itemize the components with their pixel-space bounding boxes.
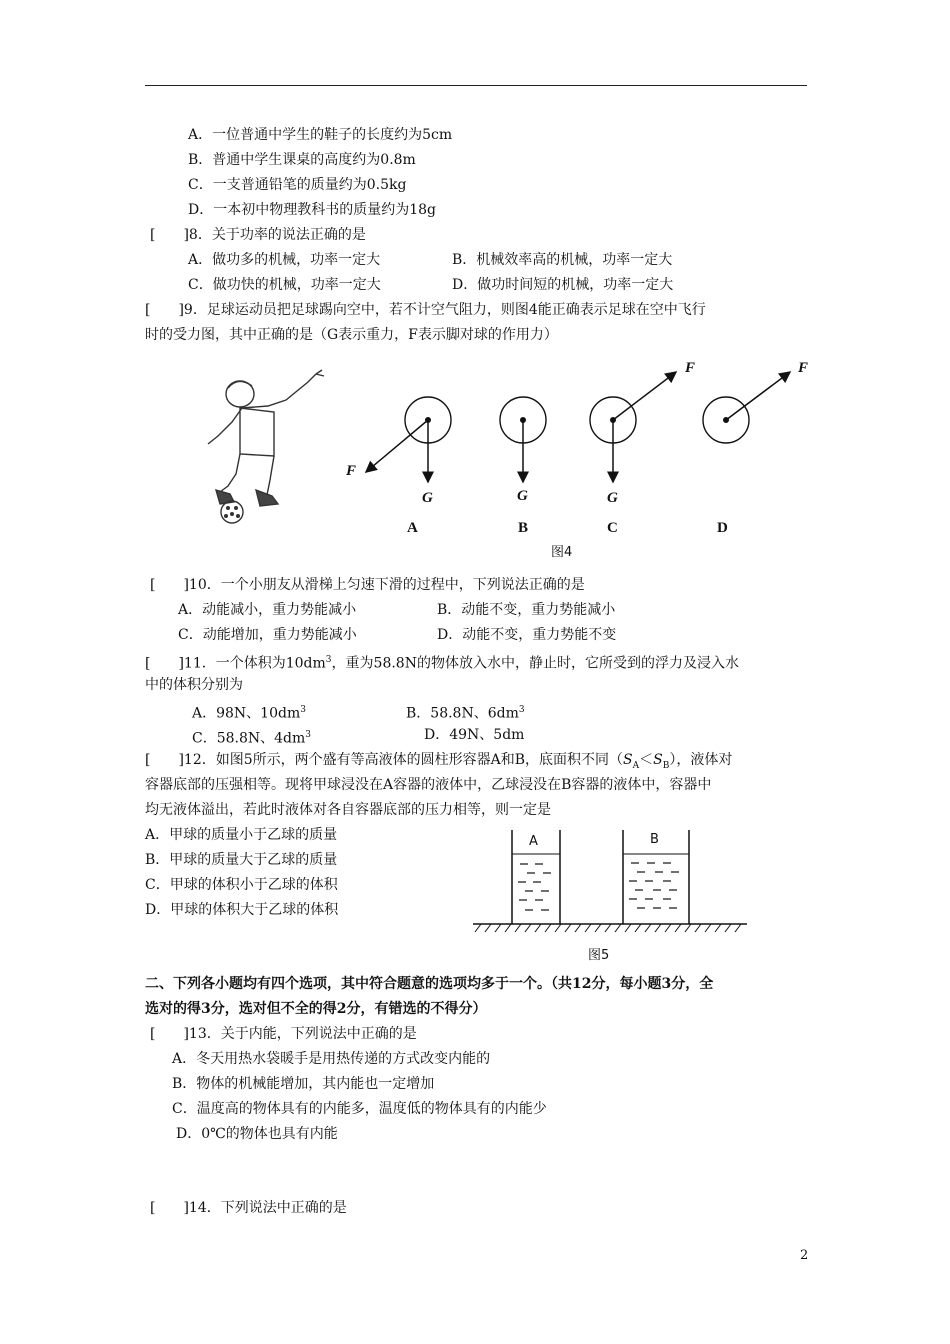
fig5-label-b: B [650, 832, 659, 847]
fig4-option-b: B [518, 520, 529, 536]
q12-option-c: C．甲球的体积小于乙球的体积 [145, 877, 338, 893]
q12-option-d: D．甲球的体积大于乙球的体积 [145, 902, 339, 918]
q13-option-d: D．0℃的物体也具有内能 [176, 1126, 338, 1142]
fig4-label-g-b: G [517, 488, 528, 504]
diagram-b [500, 397, 546, 482]
fig4-caption: 图4 [551, 545, 573, 560]
q13-option-c: C．温度高的物体具有的内能多，温度低的物体具有的内能少 [172, 1101, 547, 1117]
diagram-c [590, 372, 676, 482]
q12-stem-line1: [ ]12．如图5所示，两个盛有等高液体的圆柱形容器A和B，底面积不同$(S_A<S_B)$，液体对 [145, 752, 733, 771]
q10-option-a: A．动能减小，重力势能减小 [178, 602, 357, 618]
q8-option-d: D．做功时间短的机械，功率一定大 [452, 277, 674, 293]
q8-option-a: A．做功多的机械，功率一定大 [188, 252, 381, 268]
q11-option-d: D．49N、5dm [424, 727, 525, 743]
q8-option-c: C．做功快的机械，功率一定大 [188, 277, 381, 293]
q8-stem: [ ]8．关于功率的说法正确的是 [150, 227, 366, 243]
ground [473, 924, 747, 932]
q13-stem: [ ]13．关于内能，下列说法中正确的是 [150, 1026, 417, 1042]
fig4-label-f-a: F [346, 463, 357, 479]
diagram-a [366, 397, 451, 482]
q9-stem-line1: [ ]9．足球运动员把足球踢向空中，若不计空气阻力，则图4能正确表示足球在空中飞行 [145, 302, 706, 318]
q10-option-d: D．动能不变，重力势能不变 [437, 627, 617, 643]
q7-option-a: A．一位普通中学生的鞋子的长度约为5cm [188, 127, 453, 143]
q9-stem-line2: 时的受力图，其中正确的是（G表示重力，F表示脚对球的作用力） [145, 327, 558, 343]
q12-option-a: A．甲球的质量小于乙球的质量 [145, 827, 338, 843]
q11-option-c: C．58.8N、$4dm^3$ [192, 730, 312, 747]
fig4-label-g-a: G [422, 490, 433, 506]
fig4-option-c: C [607, 520, 618, 536]
page-number: 2 [800, 1248, 809, 1263]
q12-option-b: B．甲球的质量大于乙球的质量 [145, 852, 338, 868]
q13-option-a: A．冬天用热水袋暖手是用热传递的方式改变内能的 [172, 1051, 491, 1067]
q7-option-b: B．普通中学生课桌的高度约为0.8m [188, 152, 416, 168]
section2-heading-line1: 二、下列各小题均有四个选项，其中符合题意的选项均多于一个。（共12分，每小题3分，全 [145, 976, 714, 992]
q11-option-a: A．98N、$10dm^3$ [192, 705, 306, 722]
q7-option-d: D．一本初中物理教科书的质量约为18g [188, 202, 437, 218]
fig4-option-d: D [717, 520, 728, 536]
q10-stem: [ ]10．一个小朋友从滑梯上匀速下滑的过程中，下列说法正确的是 [150, 577, 585, 593]
q11-stem-line1: [ ]11．一个体积为$10dm^3$，重为58.8N的物体放入水中，静止时，它所受到的浮力及浸入水 [145, 655, 739, 672]
q8-option-b: B．机械效率高的机械，功率一定大 [452, 252, 673, 268]
fig5-caption: 图5 [588, 948, 610, 963]
q10-option-c: C．动能增加，重力势能减小 [178, 627, 357, 643]
fig4-label-f-d: F [798, 360, 809, 376]
q11-stem-line2: 中的体积分别为 [145, 677, 243, 693]
soccer-player-illustration [208, 370, 324, 506]
q7-option-c: C．一支普通铅笔的质量约为0.5kg [188, 177, 407, 193]
q11-option-b: B．58.8N、$6dm^3$ [406, 705, 525, 722]
q14-stem: [ ]14．下列说法中正确的是 [150, 1200, 347, 1216]
q10-option-b: B．动能不变，重力势能减小 [437, 602, 616, 618]
section2-heading-line2: 选对的得3分，选对但不全的得2分，有错选的不得分） [145, 1001, 487, 1017]
fig4-option-a: A [407, 520, 418, 536]
q12-stem-line2: 容器底部的压强相等。现将甲球浸没在A容器的液体中，乙球浸没在B容器的液体中，容器中 [145, 777, 712, 793]
fig4-label-f-c: F [685, 360, 696, 376]
fig4-label-g-c: G [607, 490, 618, 506]
figure-5 [465, 826, 755, 941]
soccer-ball [221, 501, 243, 523]
header-rule [145, 85, 807, 86]
q12-stem-line3: 均无液体溢出，若此时液体对各自容器底部的压力相等，则一定是 [145, 802, 551, 818]
diagram-d [703, 372, 790, 443]
q13-option-b: B．物体的机械能增加，其内能也一定增加 [172, 1076, 435, 1092]
fig5-label-a: A [529, 834, 538, 849]
